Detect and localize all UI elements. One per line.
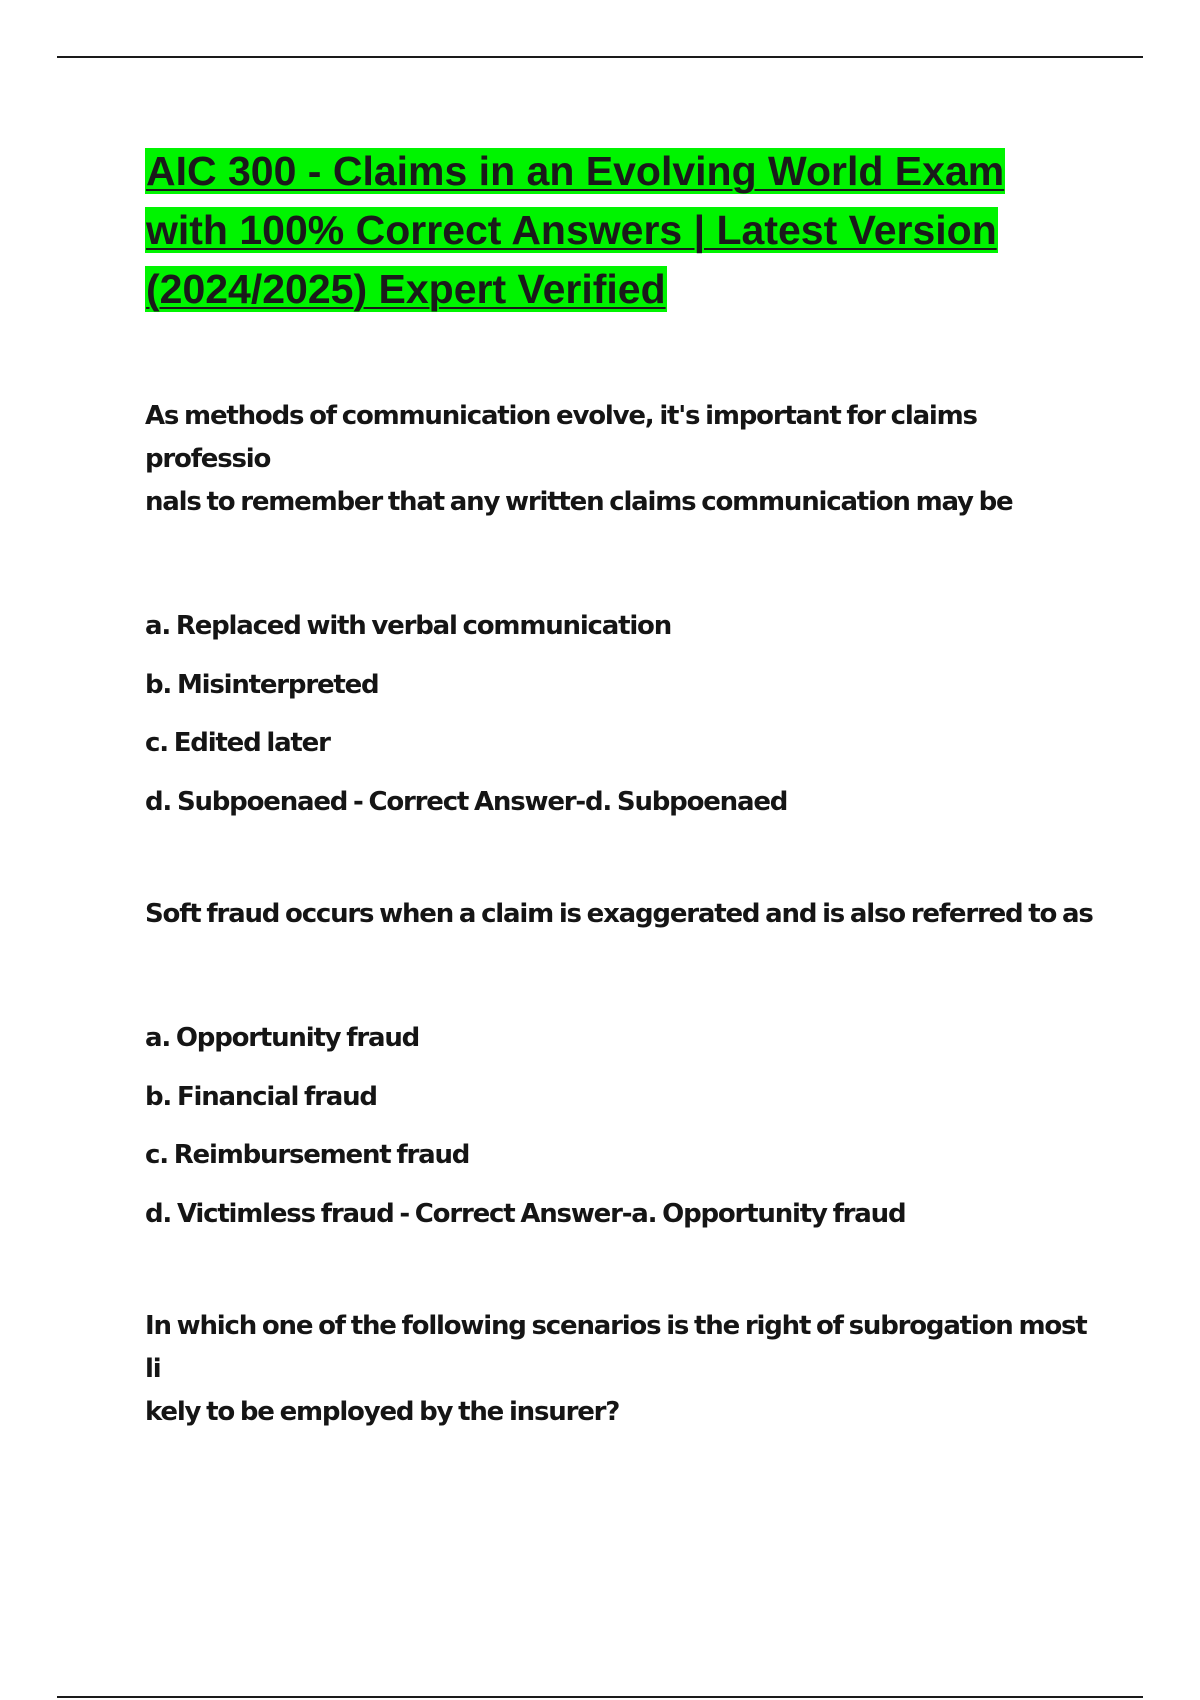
question-1-line-2: nals to remember that any written claims communication may be [145,487,1013,517]
question-2-options [145,1009,1095,1243]
question-1-text [145,395,1095,524]
title-line-3: (2024/2025) Expert Verified [146,266,666,312]
question-block-2 [145,893,1095,1243]
option-item: b. Financial fraud [145,1081,377,1112]
question-1-line-1: As methods of communication evolve, it's important for claims professio [145,401,977,474]
option-item: b. Misinterpreted [145,669,379,700]
option-item: a. Opportunity fraud [145,1023,420,1053]
title-line-2: with 100% Correct Answers | Latest Version [146,207,997,253]
question-2-text [145,893,1095,936]
question-block-1 [145,395,1095,831]
option-item: c. Reimbursement fraud [145,1140,470,1170]
question-3-text [145,1305,1095,1434]
question-2-line-1: Soft fraud occurs when a claim is exaggerated and is also referred to as [145,899,1093,929]
option-item-with-answer: d. Victimless fraud - Correct Answer-a. Opportunity fraud [145,1198,906,1229]
option-item-with-answer: d. Subpoenaed - Correct Answer-d. Subpoenaed [145,786,788,817]
title-line-1: AIC 300 - Claims in an Evolving World Exam [146,148,1005,194]
option-item: a. Replaced with verbal communication [145,611,672,641]
question-block-3 [145,1305,1095,1434]
question-3-line-2: kely to be employed by the insurer? [145,1397,620,1427]
top-rule [57,56,1143,58]
bottom-rule [57,1696,1143,1698]
document-title [145,142,1085,319]
option-item: c. Edited later [145,728,330,758]
question-list [145,395,1095,1434]
question-3-line-1: In which one of the following scenarios is the right of subrogation most li [145,1311,1087,1384]
question-1-options [145,597,1095,831]
